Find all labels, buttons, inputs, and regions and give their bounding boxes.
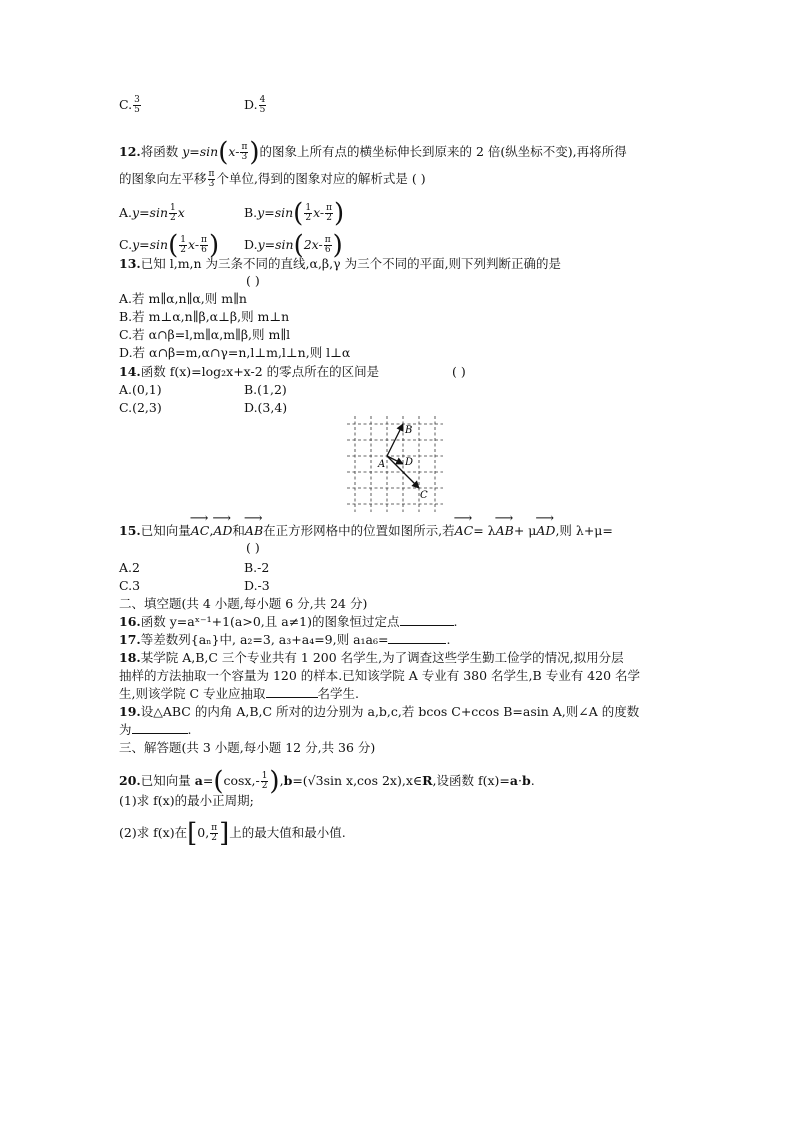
q13-option-a: A.若 m∥α,n∥α,则 m∥n <box>119 291 247 306</box>
q18-line2: 抽样的方法抽取一个容量为 120 的样本.已知该学院 A 专业有 380 名学生,B 专业有 420 名学 <box>119 668 640 683</box>
q14-option-d: D.(3,4) <box>244 400 288 415</box>
section-fill-in-heading: 二、填空题(共 4 小题,每小题 6 分,共 24 分) <box>119 596 368 611</box>
q15-option-b: B.-2 <box>244 560 270 575</box>
vector-ab <box>387 424 403 456</box>
q15-option-a: A.2 <box>119 560 140 575</box>
q14-option-b: B.(1,2) <box>244 382 287 397</box>
q14-option-a: A.(0,1) <box>119 382 162 397</box>
q12-option-c: C.y=sin( $\frac{1}{2}$ x- $\frac{\pi}{6}$ ) <box>119 230 220 261</box>
q13-paren: ( ) <box>246 273 260 288</box>
section-solution-heading: 三、解答题(共 3 小题,每小题 12 分,共 36 分) <box>119 740 376 755</box>
q19-line1: 19.设△ABC 的内角 A,B,C 所对的边分别为 a,b,c,若 bcos C+ccos B=asin A,则∠A 的度数 <box>119 704 640 719</box>
option-c-prev: C. $\frac{3}{5}$ <box>119 95 140 115</box>
q17: 17.等差数列{aₙ}中, a₂=3, a₃+a₄=9,则 a₁a₆= . <box>119 632 451 647</box>
q20-stem: 20.已知向量 a=(cosx,- $\frac{1}{2}$ ),b=(√3sin x,cos 2x),x∈R,设函数 f(x)=a·b. <box>119 766 535 797</box>
q12-option-d: D.y=sin(2x- $\frac{\pi}{6}$ ) <box>244 230 343 261</box>
q12-option-b: B.y=sin( $\frac{1}{2}$ x- $\frac{\pi}{2}$ ) <box>244 198 345 229</box>
q20-part1: (1)求 f(x)的最小正周期; <box>119 793 254 808</box>
q13-option-c: C.若 α∩β=l,m∥α,m∥β,则 m∥l <box>119 327 291 342</box>
vector-ad <box>387 456 403 464</box>
q20-part2: (2)求 f(x)在[0, $\frac{\pi}{2}$ ]上的最大值和最小值. <box>119 818 346 849</box>
q15-paren: ( ) <box>246 540 260 555</box>
label-c: C <box>420 490 428 501</box>
q14-stem: 14.函数 f(x)=log₂x+x-2 的零点所在的区间是 <box>119 364 380 379</box>
q18-answer-blank <box>266 686 318 698</box>
q15-stem: 15.已知向量⟶ AC,⟶ AD和⟶ AB在正方形网格中的位置如图所示,若⟶ AC= λ⟶ AB+ μ⟶ AD,则 λ+μ= <box>119 523 613 539</box>
q16: 16.函数 y=aˣ⁻¹+1(a>0,且 a≠1)的图象恒过定点 . <box>119 614 458 629</box>
label-d: D <box>405 457 414 468</box>
q13-option-b: B.若 m⊥α,n∥β,α⊥β,则 m⊥n <box>119 309 290 324</box>
option-d-prev: D. $\frac{4}{5}$ <box>244 95 266 115</box>
vector-grid-figure <box>347 416 443 512</box>
label-b: B <box>405 425 413 436</box>
q19-line2: 为 . <box>119 722 192 737</box>
q17-answer-blank <box>388 632 446 644</box>
q19-answer-blank <box>132 722 188 734</box>
label-a: A <box>378 459 386 470</box>
q14-paren: ( ) <box>452 364 466 379</box>
q12-line1: 12.将函数 y=sin(x- $\frac{\pi}{3}$ )的图象上所有点的横坐标伸长到原来的 2 倍(纵坐标不变),再将所得 <box>119 137 627 168</box>
q13-stem: 13.已知 l,m,n 为三条不同的直线,α,β,γ 为三个不同的平面,则下列判断正确的是 <box>119 256 562 271</box>
q18-line3: 生,则该学院 C 专业应抽取 名学生. <box>119 686 359 701</box>
q15-option-d: D.-3 <box>244 578 270 593</box>
q15-option-c: C.3 <box>119 578 141 593</box>
q16-answer-blank <box>400 614 454 626</box>
q12-option-a: A.y=sin $\frac{1}{2}$ x <box>119 203 185 223</box>
q12-line2: 的图象向左平移 $\frac{\pi}{3}$ 个单位,得到的图象对应的解析式是 ( ) <box>119 169 426 189</box>
q14-option-c: C.(2,3) <box>119 400 162 415</box>
q18-line1: 18.某学院 A,B,C 三个专业共有 1 200 名学生,为了调查这些学生勤工俭学的情况,拟用分层 <box>119 650 624 665</box>
q13-option-d: D.若 α∩β=m,α∩γ=n,l⊥m,l⊥n,则 l⊥α <box>119 345 351 360</box>
